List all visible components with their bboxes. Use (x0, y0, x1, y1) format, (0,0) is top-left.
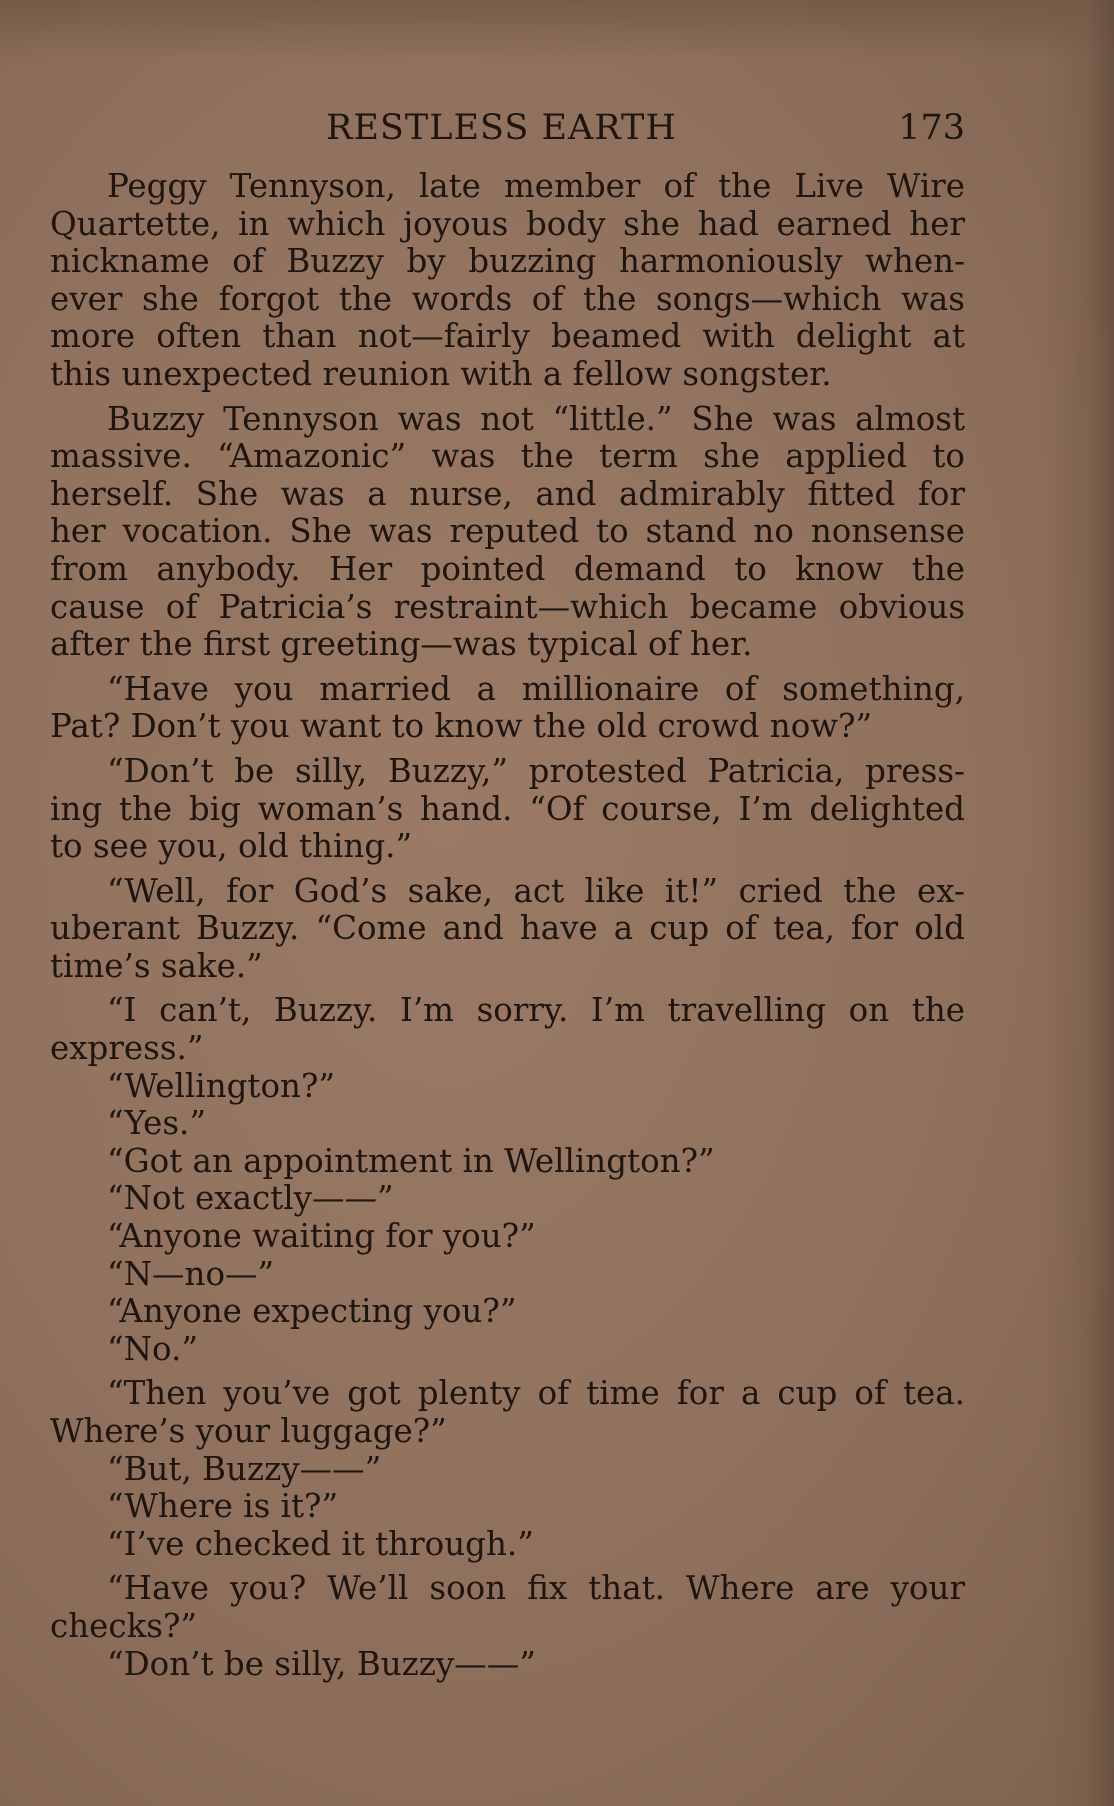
text-line: “No.” (107, 1329, 198, 1368)
page-number: 173 (898, 108, 965, 148)
text-line: express.” (50, 1029, 204, 1068)
text-line: “Where is it?” (107, 1487, 339, 1526)
paragraph (50, 1451, 965, 1489)
paragraph (50, 1068, 965, 1106)
paragraph (50, 1105, 965, 1143)
paragraph (50, 1526, 965, 1564)
text-line: this unexpected reunion with a fellow songster. (50, 354, 832, 393)
text-line: “Wellington?” (107, 1066, 336, 1105)
text-line: “Well, for God’s sake, act like it!” cried the ex- (107, 871, 965, 910)
text-line: massive. “Amazonic” was the term she applied to (50, 437, 965, 476)
paragraph (50, 1180, 965, 1218)
text-line: after the first greeting—was typical of her. (50, 625, 753, 664)
page-shadow-top (0, 0, 1114, 60)
paragraph (50, 1375, 965, 1450)
text-line: more often than not—fairly beamed with delight at (50, 317, 965, 356)
paragraph (50, 168, 965, 394)
paragraph (50, 1646, 965, 1684)
paragraph (50, 1293, 965, 1331)
text-line: “Anyone expecting you?” (107, 1292, 517, 1331)
page-shadow-right (1044, 0, 1114, 1806)
text-line: uberant Buzzy. “Come and have a cup of tea, for old (50, 909, 965, 948)
text-line: “I’ve checked it through.” (107, 1524, 534, 1563)
text-line: herself. She was a nurse, and admirably fitted for (50, 474, 965, 513)
text-line: from anybody. Her pointed demand to know the (50, 549, 965, 588)
text-line: “Not exactly——” (107, 1179, 394, 1218)
paragraph (50, 1256, 965, 1294)
paragraph (50, 1143, 965, 1181)
text-line: ever she forgot the words of the songs—which was (50, 279, 965, 318)
text-line: “Anyone waiting for you?” (107, 1217, 536, 1256)
text-line: Pat? Don’t you want to know the old crowd now?” (50, 707, 873, 746)
text-line: “Got an appointment in Wellington?” (107, 1141, 715, 1180)
text-line: ing the big woman’s hand. “Of course, I’m delighted (50, 789, 965, 828)
paragraph (50, 873, 965, 986)
text-line: “Then you’ve got plenty of time for a cup of tea. (107, 1374, 965, 1413)
paragraph (50, 671, 965, 746)
text-line: cause of Patricia’s restraint—which became obvious (50, 587, 965, 626)
text-line: time’s sake.” (50, 946, 263, 985)
text-line: “N—no—” (107, 1254, 275, 1293)
text-line: Where’s your luggage?” (50, 1412, 447, 1450)
text-line: “Don’t be silly, Buzzy——” (107, 1644, 536, 1683)
text-line: “But, Buzzy——” (107, 1449, 382, 1488)
paragraph (50, 1331, 965, 1369)
paragraph (50, 992, 965, 1067)
text-line: “Don’t be silly, Buzzy,” protested Patricia, press- (107, 751, 965, 790)
text-line: her vocation. She was reputed to stand no nonsense (50, 512, 965, 551)
paragraph (50, 1570, 965, 1645)
paragraph (50, 401, 965, 664)
text-line: “Have you? We’ll soon fix that. Where are your (107, 1569, 965, 1608)
text-line: checks?” (50, 1606, 197, 1645)
text-line: “Have you married a millionaire of something, (107, 669, 965, 708)
paragraph (50, 1488, 965, 1526)
text-line: Quartette, in which joyous body she had earned her (50, 204, 965, 243)
page-header (50, 108, 965, 152)
body-text (50, 168, 965, 1683)
text-line: nickname of Buzzy by buzzing harmoniously when- (50, 242, 965, 281)
text-line: Peggy Tennyson, late member of the Live Wire (107, 167, 965, 205)
running-head: RESTLESS EARTH (326, 108, 677, 148)
paragraph (50, 753, 965, 866)
paragraph (50, 1218, 965, 1256)
text-line: to see you, old thing.” (50, 827, 413, 866)
text-line: “Yes.” (107, 1104, 207, 1143)
text-line: Buzzy Tennyson was not “little.” She was almost (107, 399, 965, 438)
text-line: “I can’t, Buzzy. I’m sorry. I’m travelling on the (107, 991, 965, 1030)
